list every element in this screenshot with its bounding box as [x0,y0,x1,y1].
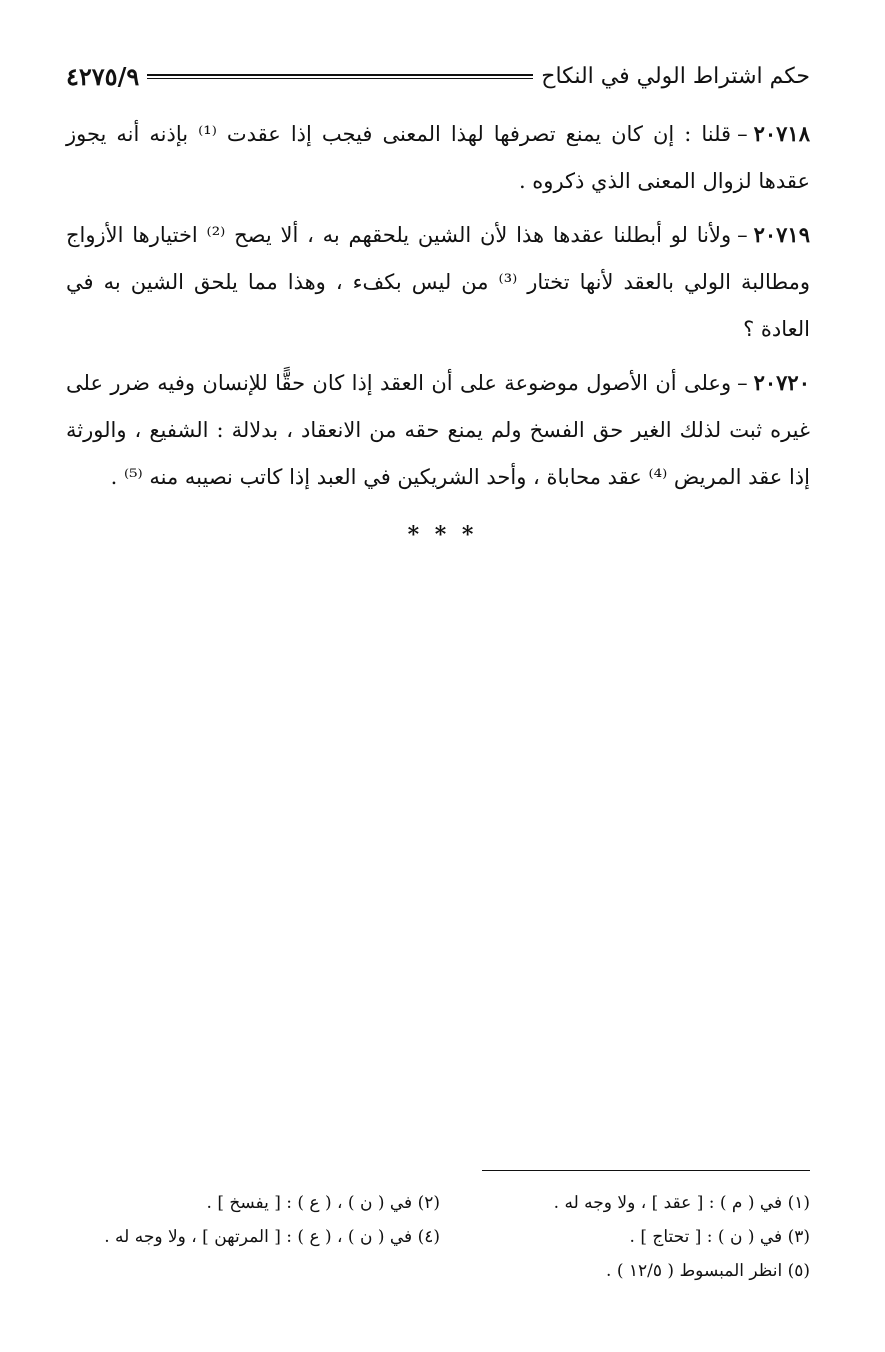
section-separator: * * * [407,522,478,548]
paragraph-number: ٢٠٧١٩ [753,222,810,247]
header-page-number: ٤٢٧٥/٩ [66,61,140,91]
header-title: حكم اشتراط الولي في النكاح [541,63,810,89]
paragraph-text: وعلى أن الأصول موضوعة على أن العقد إذا كان حقًّا للإنسان وفيه ضرر على غيره ثبت لذلك الغير حق الفسخ ولم يمنع حقه من الانعقاد ، بدلالة : الشفيع ، والورثة إذا عقد المريض ⁽⁴⁾ عقد محاباة ، وأحد الشريكين في العبد إذا كاتب نصيبه منه ⁽⁵⁾ . [66,371,810,489]
paragraph-number: ٢٠٧١٨ [753,121,810,146]
paragraph-number: ٢٠٧٢٠ [753,370,810,395]
paragraph-20720 [66,359,810,501]
footnotes [66,1186,810,1288]
footnote-4: (٤) في ( ن ) ، ( ع ) : [ المرتهن ] ، ولا وجه له . [104,1227,440,1247]
footnote-1: (١) في ( م ) : [ عقد ] ، ولا وجه له . [553,1193,810,1213]
paragraph-dash: – [737,223,748,247]
paragraph-dash: – [737,122,748,146]
header-rule [147,74,533,79]
footnote-2: (٢) في ( ن ) ، ( ع ) : [ يفسخ ] . [206,1193,440,1213]
main-text [66,110,810,507]
footnote-3: (٣) في ( ن ) : [ تحتاج ] . [629,1227,810,1247]
paragraph-text: قلنا : إن كان يمنع تصرفها لهذا المعنى فيجب إذا عقدت ⁽¹⁾ بإذنه أنه يجوز عقدها لزوال المعنى الذي ذكروه . [66,122,810,193]
footnote-rule [482,1170,810,1171]
paragraph-20719 [66,211,810,353]
paragraph-20718 [66,110,810,205]
paragraph-text: ولأنا لو أبطلنا عقدها هذا لأن الشين يلحقهم به ، ألا يصح ⁽²⁾ اختيارها الأزواج ومطالبة الولي بالعقد لأنها تختار ⁽³⁾ من ليس بكفء ، وهذا مما يلحق الشين به في العادة ؟ [66,223,810,341]
footnote-5: (٥) انظر المبسوط ( ١٢/٥ ) . [606,1261,810,1281]
running-header [66,56,810,96]
paragraph-dash: – [737,371,748,395]
